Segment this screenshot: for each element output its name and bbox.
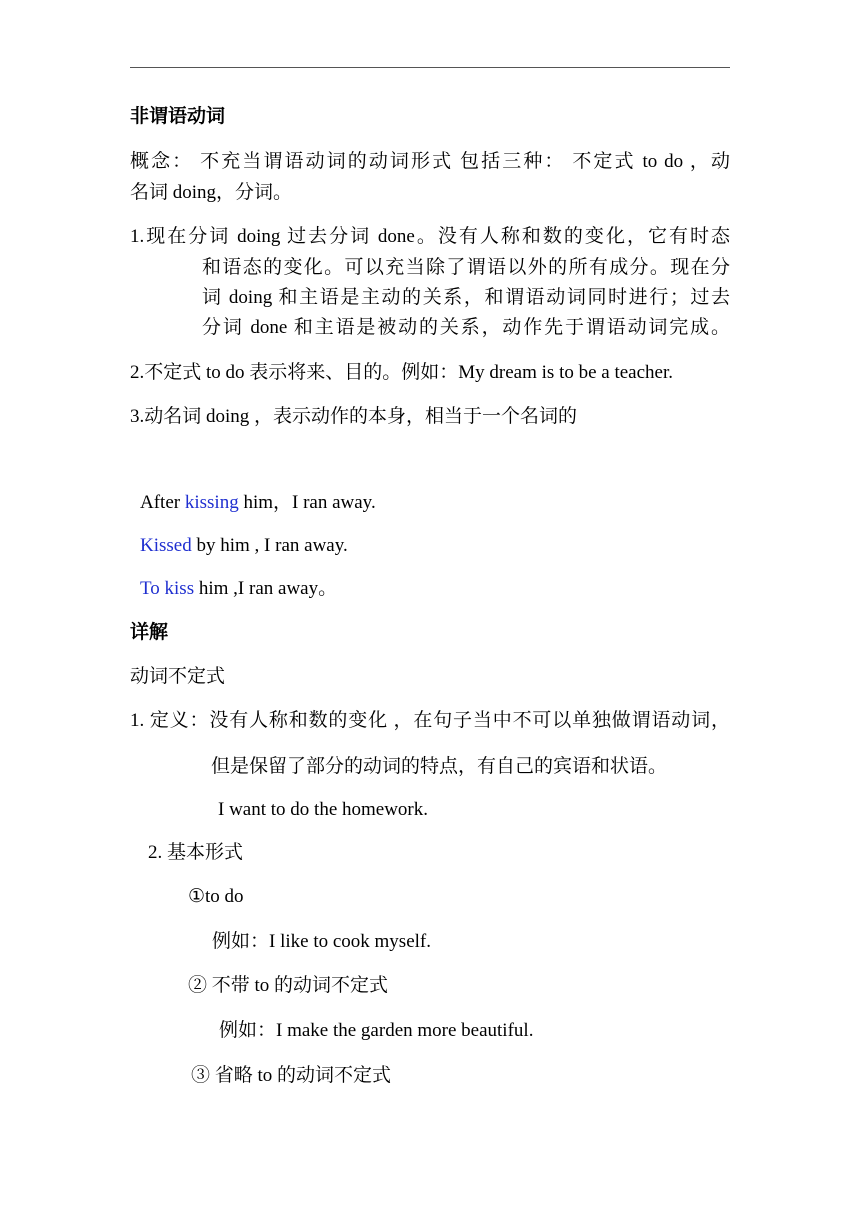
- definition-example: I want to do the homework.: [218, 799, 429, 820]
- example-text: After: [140, 492, 185, 513]
- example-sentence-1: [140, 492, 376, 514]
- example-text: by him , I ran away.: [191, 535, 348, 556]
- item1-line-4: 分词 done 和主语是被动的关系，动作先于谓语动词完成。: [202, 317, 730, 338]
- concept-line-1: 概念： 不充当谓语动词的动词形式 包括三种： 不定式 to do ，动: [130, 151, 730, 172]
- form-3: ③ 省略 to 的动词不定式: [191, 1065, 392, 1086]
- item1-line-2: 和语态的变化。可以充当除了谓语以外的所有成分。现在分: [202, 257, 730, 278]
- item2-line: 2.不定式 to do 表示将来、目的。例如：My dream is to be a teacher.: [130, 362, 674, 383]
- forms-title: 2. 基本形式: [148, 842, 244, 863]
- example-sentence-3: [140, 578, 337, 600]
- example-text: him，I ran away.: [238, 492, 376, 513]
- item3-line: 3.动名词 doing ，表示动作的本身，相当于一个名词的: [130, 406, 578, 427]
- form-2-example: 例如：I make the garden more beautiful.: [219, 1020, 534, 1041]
- example-highlight: To kiss: [140, 578, 195, 599]
- subheading-infinitive: 动词不定式: [130, 666, 226, 687]
- definition-line-2: 但是保留了部分的动词的特点，有自己的宾语和状语。: [211, 756, 668, 777]
- example-sentence-2: [140, 535, 348, 557]
- example-highlight: kissing: [184, 492, 239, 513]
- example-highlight: Kissed: [140, 535, 192, 556]
- item1-line-1: 1.现在分词 doing 过去分词 done。没有人称和数的变化，它有时态: [130, 226, 730, 247]
- form-1-example: 例如：I like to cook myself.: [212, 931, 431, 952]
- detail-heading: 详解: [130, 622, 169, 643]
- header-rule: [130, 67, 730, 68]
- main-heading: 非谓语动词: [130, 106, 226, 127]
- example-text: him ,I ran away。: [194, 578, 338, 599]
- definition-line-1: 1. 定义：没有人称和数的变化 ，在句子当中不可以单独做谓语动词，: [130, 710, 730, 731]
- form-1: ①to do: [188, 886, 244, 907]
- form-2: ② 不带 to 的动词不定式: [188, 975, 389, 996]
- item1-line-3: 词 doing 和主语是主动的关系，和谓语动词同时进行；过去: [202, 287, 730, 308]
- concept-line-2: 名词 doing，分词。: [130, 182, 293, 203]
